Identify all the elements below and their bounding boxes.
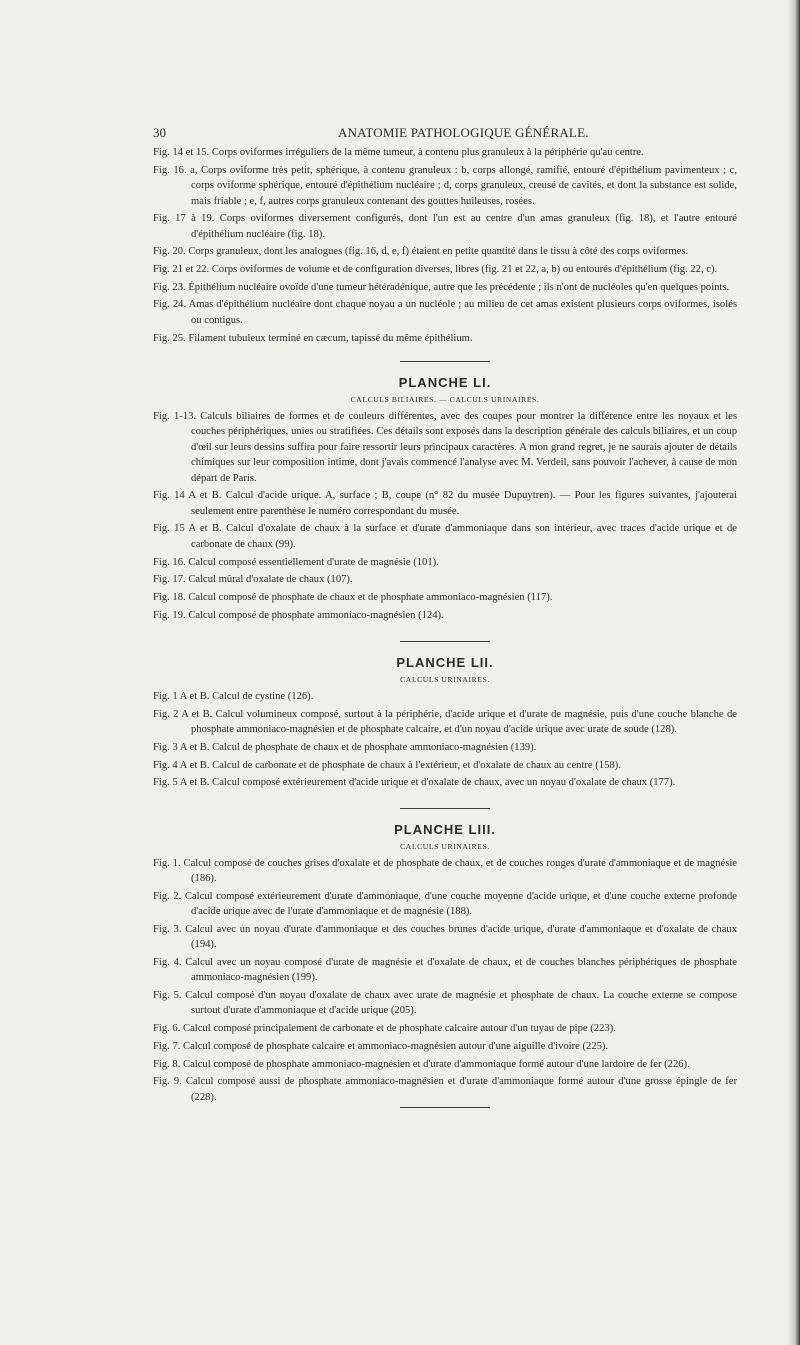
figure-entry: Fig. 2. Calcul composé extérieurement d'urate d'ammoniaque, d'une couche moyenne d'acide urique, et d'une couche externe profonde d'acide urique avec de l'urate d'ammoniaque et de magnésie (188). <box>153 890 737 918</box>
plate-subtitle: CALCULS BILIAIRES. — CALCULS URINAIRES. <box>350 394 540 404</box>
figure-entry: Fig. 1. Calcul composé de couches grises d'oxalate et de phosphate de chaux, et de couches rouges d'urate d'ammoniaque et de magnésie (186). <box>153 857 737 885</box>
page-number: 30 <box>153 125 166 140</box>
figure-entry: Fig. 14 et 15. Corps oviformes irréguliers de la même tumeur, à contenu plus granuleux à la périphérie qu'au centre. <box>153 147 644 158</box>
figure-entry: Fig. 18. Calcul composé de phosphate de chaux et de phosphate ammoniaco-magnésien (117). <box>153 591 553 603</box>
figure-entry: Fig. 20. Corps granuleux, dont les analogues (fig. 16, d, e, f) étaient en petite quantité dans le tissu à côté des corps oviformes. <box>153 246 689 258</box>
figure-entry: Fig. 14 A et B. Calcul d'acide urique. A, surface ; B, coupe (n° 82 du musée Dupuytren). — Pour les figures suivantes, j'ajouterai seulement entre parenthèse le numéro correspondant du musée. <box>153 490 737 517</box>
plate-section-liii <box>153 822 737 1105</box>
figure-entry: Fig. 21 et 22. Corps oviformes de volume et de configuration diverses, libres (fig. 21 et 22, a, b) ou entourés d'épithélium (fig. 22, c). <box>153 264 718 276</box>
intro-section <box>153 145 737 346</box>
plate-title: PLANCHE LIII. <box>394 821 496 837</box>
figure-entry: Fig. 15 A et B. Calcul d'oxalate de chaux à la surface et d'urate d'ammoniaque dans son intérieur, avec traces d'acide urique et de carbonate de chaux (99). <box>153 523 737 550</box>
page-edge-shadow <box>788 0 800 1345</box>
figure-entry: Fig. 23. Épithélium nucléaire ovoïde d'une tumeur hétéradénique, autre que les précédente ; ils n'ont de nucléoles qu'en quelques points. <box>153 281 730 293</box>
figure-entry: Fig. 5 A et B. Calcul composé extérieurement d'acide urique et d'oxalate de chaux, avec un noyau d'oxalate de chaux (177). <box>153 777 676 789</box>
figure-entry: Fig. 9. Calcul composé aussi de phosphate ammoniaco-magnésien et d'urate d'ammoniaque formé autour d'une grosse épingle de fer (228). <box>153 1076 737 1103</box>
figure-entry: Fig. 4. Calcul avec un noyau composé d'urate de magnésie et d'oxalate de chaux, et de couches blanches périphériques de phosphate ammoniaco-magnésien (199). <box>153 956 737 984</box>
figure-entry: Fig. 24. Amas d'épithélium nucléaire dont chaque noyau a un nucléole ; au milieu de cet amas existent plusieurs corps oviformes, isolés ou contigus. <box>153 299 737 326</box>
figure-entry: Fig. 17. Calcul mûral d'oxalate de chaux (107). <box>153 574 353 586</box>
section-divider <box>400 641 490 642</box>
figure-entry: Fig. 16. a, Corps oviforme très petit, sphérique, à contenu granuleux : b, corps allongé, ramifié, entouré d'épithélium pavimenteux ; c, corps oviforme sphérique, entouré d'épithélium nucléaire ; d, corps granuleux, creusé de cavités, et dont la substance est solide, mais friable ; e, f, autres corps granuleux contenant des gouttes huileuses, rosées. <box>153 164 737 207</box>
figure-entry: Fig. 6. Calcul composé principalement de carbonate et de phosphate calcaire autour d'un tuyau de pipe (223). <box>153 1023 616 1035</box>
figure-entry: Fig. 25. Filament tubuleux terminé en cæcum, tapissé du même épithélium. <box>153 332 473 344</box>
section-divider <box>400 361 490 362</box>
plate-title: PLANCHE LII. <box>396 655 494 671</box>
plate-subtitle: CALCULS URINAIRES. <box>400 841 490 851</box>
figure-entry: Fig. 16. Calcul composé essentiellement d'urate de magnésie (101). <box>153 556 439 568</box>
figure-entry: Fig. 1 A et B. Calcul de cystine (126). <box>153 691 314 703</box>
figure-entry: Fig. 3. Calcul avec un noyau d'urate d'ammoniaque et des couches brunes d'acide urique, d'urate d'ammoniaque et d'oxalate de chaux (194). <box>153 923 737 951</box>
plate-section-lii <box>153 655 737 791</box>
section-divider <box>400 808 490 809</box>
figure-entry: Fig. 8. Calcul composé de phosphate ammoniaco-magnésien et d'urate d'ammoniaque formé autour d'une lardoire de fer (226). <box>153 1058 690 1070</box>
plate-section-li <box>153 375 737 623</box>
plate-subtitle: CALCULS URINAIRES. <box>400 675 490 685</box>
figure-entry: Fig. 2 A et B. Calcul volumineux composé, surtout à la périphérie, d'acide urique et d'urate de magnésie, puis d'une couche blanche de phosphate ammoniaco-magnésien et de phosphate calcaire, et d'un noyau d'acide urique avec urate de soude (128). <box>153 708 737 736</box>
text-column <box>153 145 737 1108</box>
running-header <box>153 125 643 143</box>
figure-entry: Fig. 1-13. Calculs biliaires de formes et de couleurs différentes, avec des coupes pour montrer la différence entre les noyaux et les couches périphériques, unies ou stratifiées. Ces détails sont exposés dans la description générale des calculs biliaires, et un coup d'œil sur leurs dessins suffira pour faire ressortir leurs principaux caractères. A mon grand regret, je ne saurais ajouter de détails chimiques sur leur composition intime, dont j'avais commencé l'analyse avec M. Verdeil, sans pouvoir l'achever, à cause de mon départ de Paris. <box>153 410 737 484</box>
running-title: ANATOMIE PATHOLOGIQUE GÉNÉRALE. <box>338 125 589 140</box>
figure-entry: Fig. 4 A et B. Calcul de carbonate et de phosphate de chaux à l'extérieur, et d'oxalate de chaux au centre (158). <box>153 759 621 771</box>
figure-entry: Fig. 19. Calcul composé de phosphate ammoniaco-magnésien (124). <box>153 609 444 621</box>
plate-title: PLANCHE LI. <box>398 374 492 390</box>
figure-entry: Fig. 3 A et B. Calcul de phosphate de chaux et de phosphate ammoniaco-magnésien (139). <box>153 741 537 753</box>
figure-entry: Fig. 7. Calcul composé de phosphate calcaire et ammoniaco-magnésien autour d'une aiguille d'ivoire (225). <box>153 1040 609 1052</box>
figure-entry: Fig. 5. Calcul composé d'un noyau d'oxalate de chaux avec urate de magnésie et phosphate de chaux. La couche externe se compose surtout d'urate d'ammoniaque et d'acide urique (205). <box>153 990 737 1017</box>
section-divider <box>400 1107 490 1108</box>
figure-entry: Fig. 17 à 19. Corps oviformes diversement configurés, dont l'un est au centre d'un amas granuleux (fig. 18), et l'autre entouré d'épithélium nucléaire (fig. 18). <box>153 213 737 240</box>
